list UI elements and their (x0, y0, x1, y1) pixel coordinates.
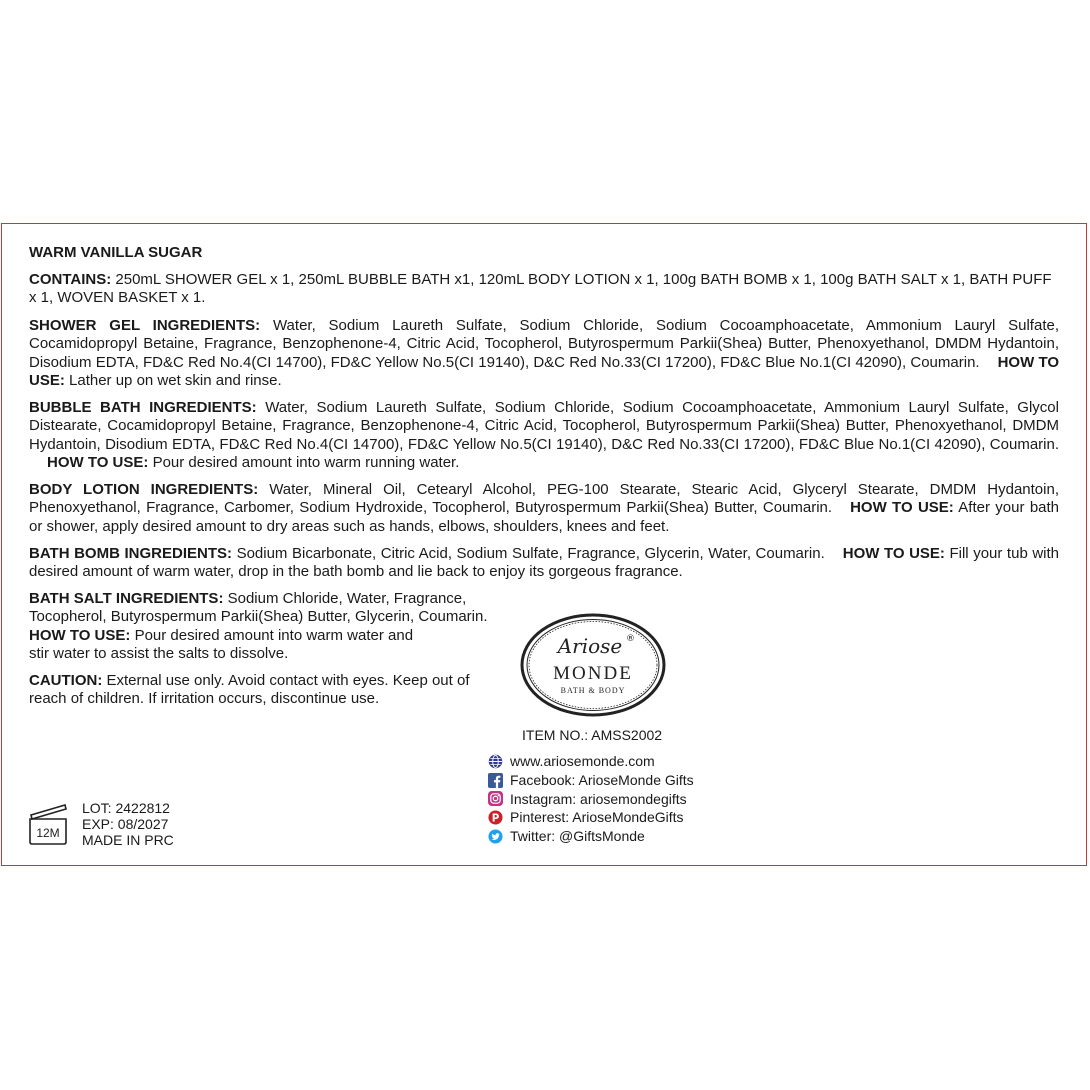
logo-sub: BATH & BODY (560, 686, 626, 695)
lot-number: LOT: 2422812 (82, 800, 170, 816)
product-label-panel (1, 223, 1087, 866)
instagram-link[interactable]: Instagram: ariosemondegifts (510, 790, 687, 807)
expiry-date: EXP: 08/2027 (82, 816, 169, 832)
bubble-bath-label: BUBBLE BATH INGREDIENTS: (29, 399, 257, 416)
bath-salt-howto-label: HOW TO USE: (29, 626, 131, 644)
shower-gel-label: SHOWER GEL INGREDIENTS: (29, 317, 261, 334)
bubble-bath-ingredients: Water, Sodium Laureth Sulfate, Sodium Chloride, Sodium Cocoamphoacetate, Ammonium Lauryl Sulfate, Glycol Distearate, Cocamidopropyl Betaine, Fragrance, Benzophenone-4, Citric Acid, Tocopherol, Butyrospermum Parkii(Shea) Butter, Phenoxyethanol, DMDM Hydantoin, Disodium EDTA, FD&C Red No.4(CI 14700), FD&C Yellow No.5(CI 19140), D&C Red No.33(CI 17200), FD&C Blue No.1(CI 42090), Coumarin. (29, 399, 1059, 453)
bath-salt-howto-line1: Pour desired amount into warm water and (134, 626, 414, 644)
bath-salt-section (29, 590, 549, 664)
ariose-monde-logo (520, 613, 666, 717)
bubble-bath-section (29, 399, 1059, 473)
globe-icon (488, 754, 503, 769)
shower-gel-howto-label: HOW TO USE: (29, 353, 1060, 390)
lot-info (82, 800, 174, 848)
open-jar-pao-icon (27, 802, 69, 846)
contains-label: CONTAINS: (29, 271, 112, 288)
social-links (488, 752, 694, 845)
body-lotion-section (29, 481, 1059, 536)
logo-script: Ariose (557, 634, 623, 658)
bath-salt-ingredients-line2: Tocopherol, Butyrospermum Parkii(Shea) Butter, Glycerin, Coumarin. (29, 608, 488, 626)
contains-paragraph (29, 271, 1059, 308)
country-of-origin: MADE IN PRC (82, 832, 174, 848)
body-lotion-label: BODY LOTION INGREDIENTS: (29, 481, 259, 498)
bubble-bath-howto-label: HOW TO USE: (47, 454, 149, 472)
social-row-facebook[interactable] (488, 771, 694, 790)
social-row-instagram[interactable] (488, 789, 694, 808)
shower-gel-howto: Lather up on wet skin and rinse. (69, 372, 282, 390)
contains-text: 250mL SHOWER GEL x 1, 250mL BUBBLE BATH x1, 120mL BODY LOTION x 1, 100g BATH BOMB x 1, 100g BATH SALT x 1, BATH PUFF x 1, WOVEN BASKET x 1. (29, 271, 1052, 307)
pinterest-icon (488, 810, 503, 825)
caution-line1: External use only. Avoid contact with eyes. Keep out of (106, 672, 470, 689)
bath-bomb-ingredients: Sodium Bicarbonate, Citric Acid, Sodium Sulfate, Fragrance, Glycerin, Water, Coumarin. (236, 545, 825, 562)
caution-line2: reach of children. If irritation occurs, discontinue use. (29, 690, 380, 708)
pinterest-link[interactable]: Pinterest: ArioseMondeGifts (510, 809, 684, 826)
instagram-icon (488, 791, 503, 806)
twitter-link[interactable]: Twitter: @GiftsMonde (510, 828, 645, 845)
facebook-icon (488, 773, 503, 788)
social-row-website[interactable] (488, 752, 694, 771)
bath-bomb-howto-label: HOW TO USE: (842, 545, 945, 562)
bath-salt-label: BATH SALT INGREDIENTS: (29, 590, 224, 607)
caution-section (29, 672, 509, 709)
body-lotion-howto-label: HOW TO USE: (850, 499, 954, 517)
bath-bomb-howto: Fill your tub with desired amount of warm water, drop in the bath bomb and lie back to enjoy its gorgeous fragrance. (29, 545, 1060, 581)
body-lotion-howto: After your bath or shower, apply desired amount to dry areas such as hands, elbows, shoulders, knees and feet. (29, 499, 1060, 535)
caution-label: CAUTION: (29, 672, 103, 689)
item-number: ITEM NO.: AMSS2002 (522, 727, 663, 743)
twitter-icon (488, 829, 503, 844)
social-row-twitter[interactable] (488, 827, 694, 846)
logo-registered: ® (626, 634, 635, 644)
shower-gel-ingredients: Water, Sodium Laureth Sulfate, Sodium Chloride, Sodium Cocoamphoacetate, Ammonium Lauryl Sulfate, Cocamidopropyl Betaine, Fragrance, Benzophenone-4, Citric Acid, Tocopherol, Butyrospermum Parkii(Shea) Butter, Phenoxyethanol, DMDM Hydantoin, Disodium EDTA, FD&C Red No.4(CI 14700), FD&C Yellow No.5(CI 19140), D&C Red No.33(CI 17200), FD&C Blue No.1(CI 42090), Coumarin. (29, 317, 1059, 371)
pao-label: 12M (36, 826, 60, 840)
bath-salt-ingredients-line1: Sodium Chloride, Water, Fragrance, (227, 590, 467, 607)
body-lotion-ingredients: Water, Mineral Oil, Cetearyl Alcohol, PEG-100 Stearate, Stearic Acid, Glyceryl Stearate, DMDM Hydantoin, Phenoxyethanol, Fragrance, Carbomer, Sodium Hydroxide, Tocopherol, Butyrospermum Parkii(Shea) Butter, Coumarin. (29, 481, 1059, 517)
shower-gel-section (29, 317, 1059, 391)
bath-salt-howto-line2: stir water to assist the salts to dissolve. (29, 645, 289, 663)
facebook-link[interactable]: Facebook: ArioseMonde Gifts (510, 772, 694, 789)
product-title: WARM VANILLA SUGAR (29, 244, 203, 261)
bath-bomb-label: BATH BOMB INGREDIENTS: (29, 545, 232, 562)
website-link[interactable]: www.ariosemonde.com (510, 753, 655, 770)
social-row-pinterest[interactable] (488, 808, 694, 827)
bath-bomb-section (29, 545, 1059, 582)
svg-text:P: P (491, 812, 500, 825)
logo-brand: MONDE (553, 663, 633, 684)
bubble-bath-howto: Pour desired amount into warm running water. (152, 454, 460, 472)
